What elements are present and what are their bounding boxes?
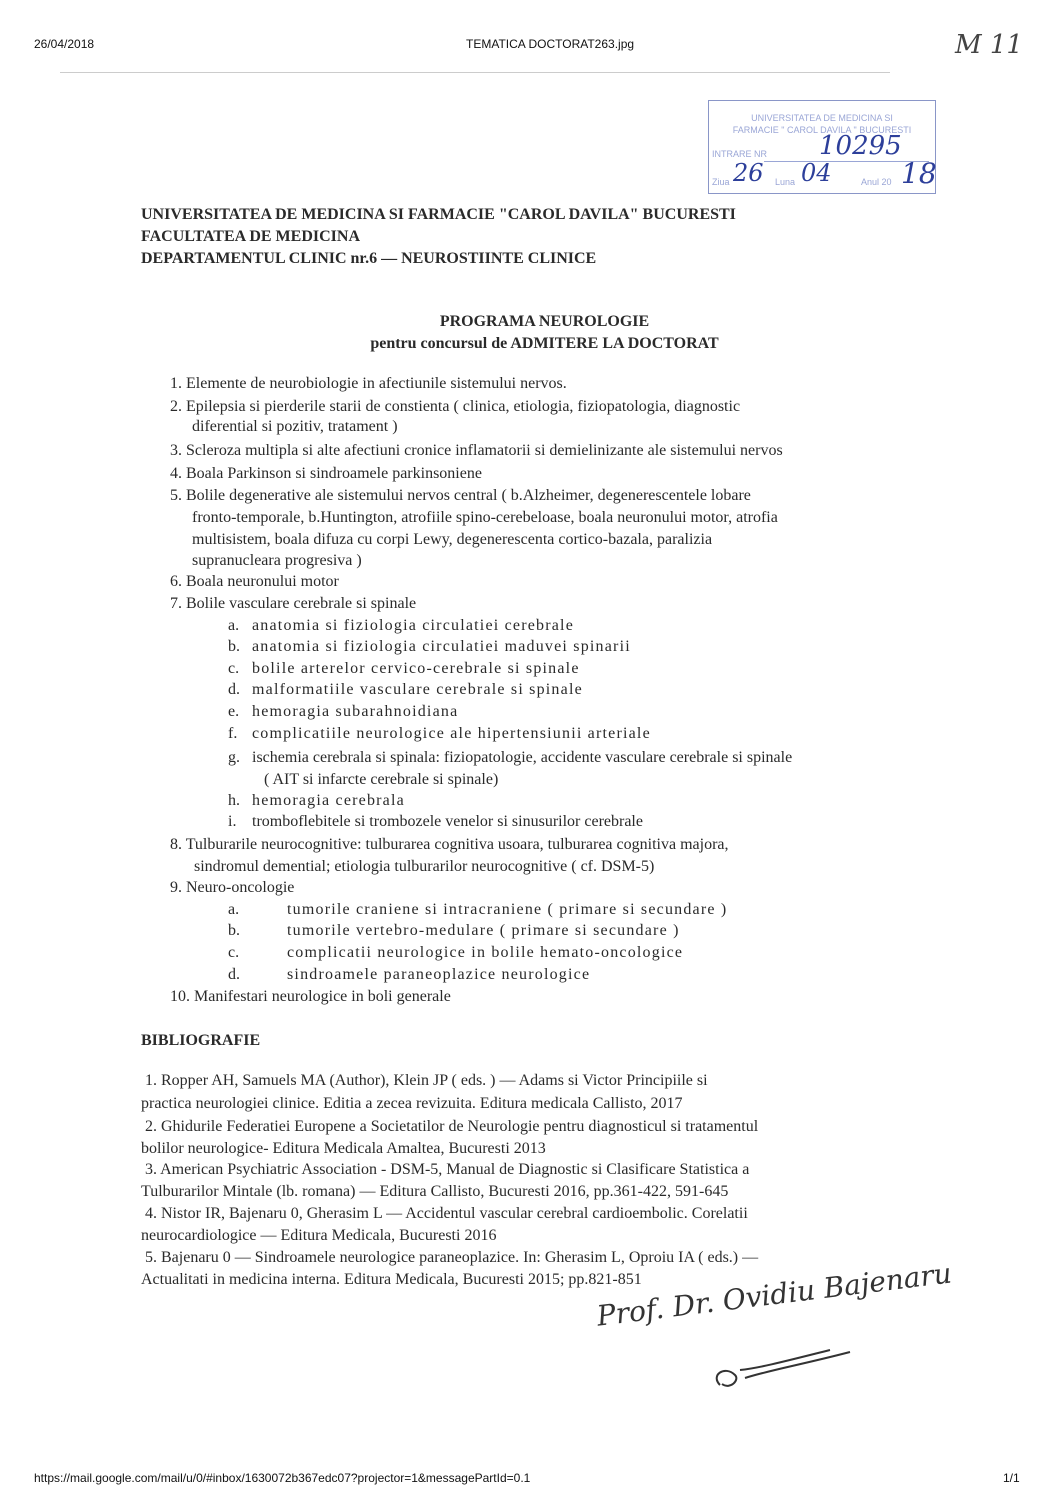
subtopic-item: tumorile craniene si intracraniene ( primare si secundare ) — [287, 901, 728, 918]
topic-item-cont: supranucleara progresiva ) — [192, 552, 362, 569]
stamp-line-2: FARMACIE " CAROL DAVILA " BUCURESTI — [732, 125, 912, 135]
bibliography-entry: 4. Nistor IR, Bajenaru 0, Gherasim L — Accidentul vascular cerebral cardioembolic. Corelatii — [145, 1205, 748, 1222]
topic-item-cont: sindromul demential; etiologia tulburarilor neurocognitive ( cf. DSM-5) — [194, 858, 655, 875]
subtopic-letter: b. — [228, 638, 240, 655]
subtopic-item: hemoragia subarahnoidiana — [252, 703, 459, 720]
subtopic-item: tumorile vertebro-medulare ( primare si secundare ) — [287, 922, 680, 939]
subtopic-letter: b. — [228, 922, 240, 939]
subtopic-item: hemoragia cerebrala — [252, 792, 405, 809]
subtopic-letter: f. — [228, 725, 238, 742]
corner-handwritten-note: M 11 — [955, 30, 1023, 60]
topic-item: 2. Epilepsia si pierderile starii de constienta ( clinica, etiologia, fiziopatologia, diagnostic — [170, 398, 741, 415]
program-title: PROGRAMA NEUROLOGIE — [439, 313, 650, 330]
bibliography-entry-cont: neurocardiologice — Editura Medicala, Bucuresti 2016 — [141, 1227, 497, 1244]
registration-stamp — [708, 100, 936, 194]
signature-scribble-icon — [700, 1340, 870, 1400]
bibliography-entry-cont: practica neurologiei clinice. Editia a zecea revizuita. Editura medicala Callisto, 2017 — [141, 1095, 683, 1112]
stamp-day-label: Ziua — [712, 177, 730, 187]
bibliography-entry: 2. Ghidurile Federatiei Europene a Societatilor de Neurologie pentru diagnosticul si tratamentul — [145, 1118, 759, 1135]
print-date: 26/04/2018 — [34, 37, 95, 51]
subtopic-item: sindroamele paraneoplazice neurologice — [287, 966, 591, 983]
topic-item-cont: diferential si pozitiv, tratament ) — [192, 418, 398, 435]
topic-item: 1. Elemente de neurobiologie in afectiunile sistemului nervos. — [170, 375, 567, 392]
subtopic-letter: a. — [228, 617, 240, 634]
bibliography-entry-cont: Actualitati in medicina interna. Editura Medicala, Bucuresti 2015; pp.821-851 — [141, 1271, 642, 1288]
topic-item: 3. Scleroza multipla si alte afectiuni cronice inflamatorii si demielinizante ale sistemului nervos — [170, 442, 783, 459]
subtopic-letter: e. — [228, 703, 240, 720]
topic-item-cont: fronto-temporale, b.Huntington, atrofiile spino-cerebeloase, boala neuronului motor, atrofia — [192, 509, 778, 526]
scan-edge-line — [60, 72, 890, 73]
bibliography-entry-cont: bolilor neurologice- Editura Medicala Amaltea, Bucuresti 2013 — [141, 1140, 546, 1157]
topic-item: 5. Bolile degenerative ale sistemului nervos central ( b.Alzheimer, degenerescentele lobare — [170, 487, 751, 504]
subtopic-item: tromboflebitele si trombozele venelor si sinusurilor cerebrale — [252, 813, 643, 830]
print-url: https://mail.google.com/mail/u/0/#inbox/1630072b367edc07?projector=1&messagePartId=0.1 — [34, 1471, 531, 1485]
topic-item: 7. Bolile vasculare cerebrale si spinale — [170, 595, 417, 612]
topic-item: 8. Tulburarile neurocognitive: tulburarea cognitiva usoara, tulburarea cognitiva majora, — [170, 836, 729, 853]
subtopic-item: anatomia si fiziologia circulatiei maduvei spinarii — [252, 638, 631, 655]
program-subtitle: pentru concursul de ADMITERE LA DOCTORAT — [370, 335, 719, 352]
stamp-line-1: UNIVERSITATEA DE MEDICINA SI — [751, 113, 893, 123]
topic-item: 10. Manifestari neurologice in boli generale — [170, 988, 451, 1005]
topic-item-cont: multisistem, boala difuza cu corpi Lewy, degenerescenta cortico-bazala, paralizia — [192, 531, 713, 548]
stamp-month: 04 — [801, 159, 832, 187]
bibliography-entry: 3. American Psychiatric Association - DSM-5, Manual de Diagnostic si Clasificare Statistica a — [145, 1161, 750, 1178]
subtopic-letter: c. — [228, 660, 240, 677]
university-name: UNIVERSITATEA DE MEDICINA SI FARMACIE "CAROL DAVILA" BUCURESTI — [141, 206, 736, 223]
stamp-year: 18 — [901, 157, 937, 190]
subtopic-letter: i. — [228, 813, 237, 830]
print-page-number: 1/1 — [1003, 1471, 1020, 1485]
subtopic-letter: g. — [228, 749, 240, 766]
bibliography-entry-cont: Tulburarilor Mintale (lb. romana) — Editura Callisto, Bucuresti 2016, pp.361-422, 591-645 — [141, 1183, 729, 1200]
topic-item: 6. Boala neuronului motor — [170, 573, 339, 590]
bibliography-entry: 1. Ropper AH, Samuels MA (Author), Klein JP ( eds. ) — Adams si Victor Principiile si — [145, 1072, 708, 1089]
stamp-year-label: Anul 20 — [861, 177, 892, 187]
subtopic-item: bolile arterelor cervico-cerebrale si spinale — [252, 660, 580, 677]
subtopic-letter: c. — [228, 944, 240, 961]
stamp-day: 26 — [733, 159, 764, 187]
subtopic-letter: d. — [228, 966, 240, 983]
subtopic-item: anatomia si fiziologia circulatiei cerebrale — [252, 617, 574, 634]
topic-item: 9. Neuro-oncologie — [170, 879, 295, 896]
subtopic-letter: a. — [228, 901, 240, 918]
stamp-entry-number: 10295 — [819, 131, 902, 161]
stamp-entry-label: INTRARE NR — [712, 149, 768, 159]
subtopic-letter: d. — [228, 681, 240, 698]
subtopic-letter: h. — [228, 792, 240, 809]
subtopic-item-cont: ( AIT si infarcte cerebrale si spinale) — [264, 771, 499, 788]
bibliography-heading: BIBLIOGRAFIE — [141, 1032, 261, 1049]
stamp-month-label: Luna — [775, 177, 796, 187]
subtopic-item: ischemia cerebrala si spinala: fiziopatologie, accidente vasculare cerebrale si spinale — [252, 749, 793, 766]
print-title: TEMATICA DOCTORAT263.jpg — [466, 37, 635, 51]
subtopic-item: malformatiile vasculare cerebrale si spinale — [252, 681, 583, 698]
signature-handwritten-name: Prof. Dr. Ovidiu Bajenaru — [595, 1256, 954, 1333]
faculty-name: FACULTATEA DE MEDICINA — [141, 228, 360, 245]
bibliography-entry: 5. Bajenaru 0 — Sindroamele neurologice paraneoplazice. In: Gherasim L, Oproiu IA ( eds.) — — [145, 1249, 759, 1266]
topic-item: 4. Boala Parkinson si sindroamele parkinsoniene — [170, 465, 482, 482]
department-name: DEPARTAMENTUL CLINIC nr.6 — NEUROSTIINTE CLINICE — [141, 250, 597, 267]
subtopic-item: complicatii neurologice in bolile hemato-oncologice — [287, 944, 684, 961]
subtopic-item: complicatiile neurologice ale hipertensiunii arteriale — [252, 725, 651, 742]
